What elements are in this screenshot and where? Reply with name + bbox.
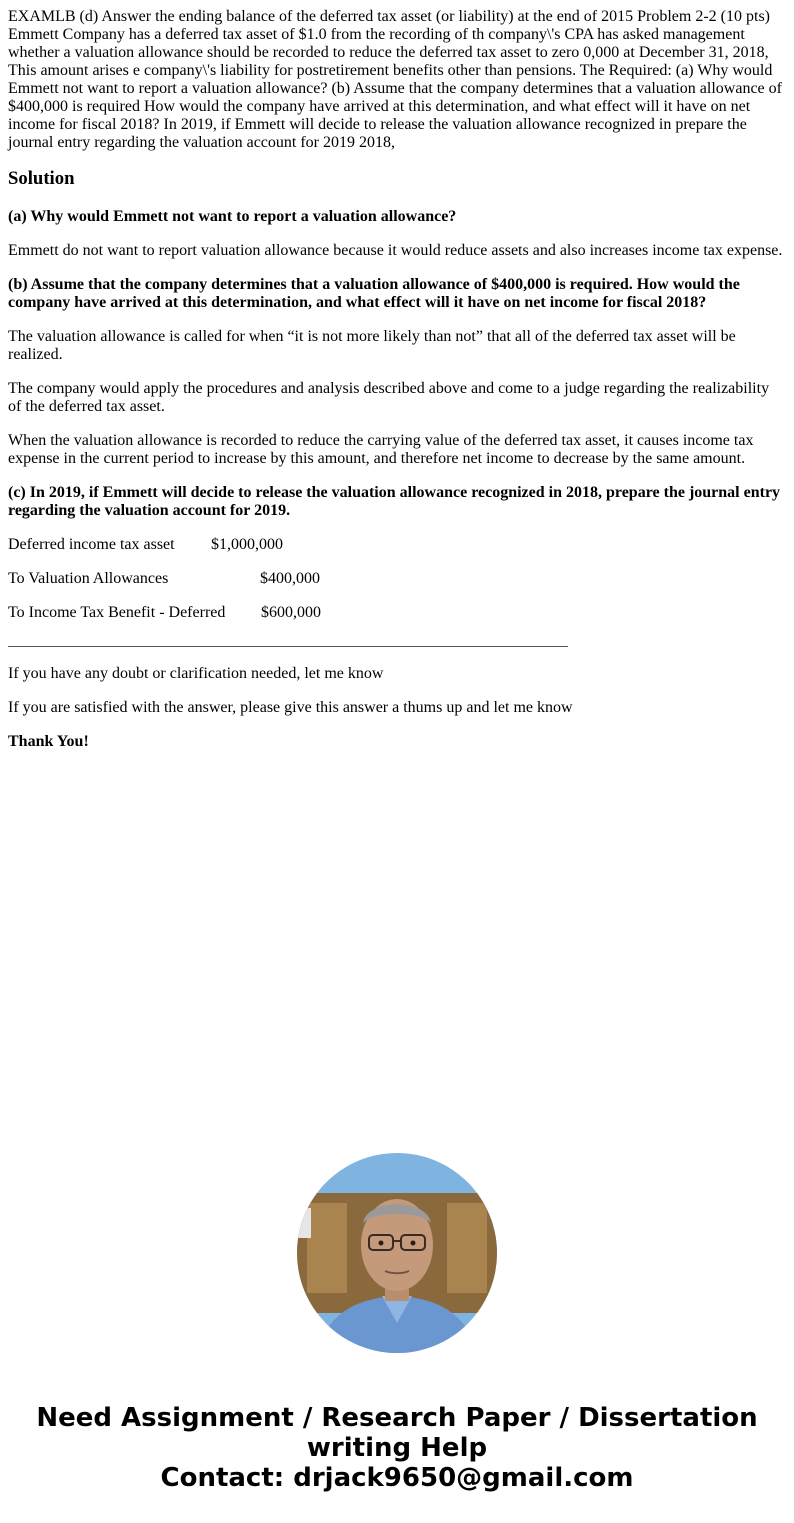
promo-line: writing Help xyxy=(306,1433,488,1463)
closing-line: If you are satisfied with the answer, please give this answer a thums up and let me know xyxy=(8,699,573,716)
promo-footer xyxy=(0,1403,794,1493)
part-c-heading: (c) In 2019, if Emmett will decide to release the valuation allowance recognized in 2018, prepare the journal entry regarding the valuation account for 2019. xyxy=(8,484,781,519)
journal-account: Deferred income tax asset xyxy=(8,536,175,553)
promo-line: Need Assignment / Research Paper / Dissertation xyxy=(36,1403,758,1433)
journal-account: To Income Tax Benefit - Deferred xyxy=(8,604,226,621)
solution-heading: Solution xyxy=(8,168,75,189)
journal-account: To Valuation Allowances xyxy=(8,570,169,587)
author-avatar xyxy=(297,1153,497,1353)
part-a-heading: (a) Why would Emmett not want to report a valuation allowance? xyxy=(8,208,457,225)
question-text: EXAMLB (d) Answer the ending balance of the deferred tax asset (or liability) at the end of 2015 Problem 2-2 (10 pts) Emmett Company has a deferred tax asset of $1.0 from the recording of th company\'s CPA has asked management whether a valuation allowance should be recorded to reduce the deferred tax asset to zero 0,000 at December 31, 2018, This amount arises e company\'s liability for postretirement benefits other than pensions. The Required: (a) Why would Emmett not want to report a valuation allowance? (b) Assume that the company determines that a valuation allowance of $400,000 is required How would the company have arrived at this determination, and what effect will it have on net income for fiscal 2018? In 2019, if Emmett will decide to release the valuation allowance recognized in prepare the journal entry regarding the valuation account for 2019 2018, xyxy=(8,8,782,151)
journal-row xyxy=(8,536,786,554)
avatar-portrait xyxy=(297,1153,497,1353)
closing-line: If you have any doubt or clarification needed, let me know xyxy=(8,665,384,682)
thanks-text: Thank You! xyxy=(8,733,89,750)
contact-email: Contact: drjack9650@gmail.com xyxy=(160,1463,634,1493)
journal-amount: $600,000 xyxy=(261,604,321,621)
part-a-answer: Emmett do not want to report valuation allowance because it would reduce assets and also increases income tax expense. xyxy=(8,242,783,259)
part-b-paragraph: The valuation allowance is called for when “it is not more likely than not” that all of the deferred tax asset will be realized. xyxy=(8,328,736,363)
journal-amount: $1,000,000 xyxy=(211,536,283,553)
document-body xyxy=(8,8,786,767)
journal-row xyxy=(8,604,786,622)
part-b-heading: (b) Assume that the company determines that a valuation allowance of $400,000 is required. How would the company have arrived at this determination, and what effect will it have on net income for fiscal 2018? xyxy=(8,276,740,311)
part-b-paragraph: When the valuation allowance is recorded to reduce the carrying value of the deferred tax asset, it causes income tax expense in the current period to increase by this amount, and therefore net income to decrease by the same amount. xyxy=(8,432,754,467)
part-b-paragraph: The company would apply the procedures and analysis described above and come to a judge regarding the realizability of the deferred tax asset. xyxy=(8,380,770,415)
section-divider xyxy=(8,646,568,647)
journal-row xyxy=(8,570,786,588)
journal-amount: $400,000 xyxy=(260,570,320,587)
